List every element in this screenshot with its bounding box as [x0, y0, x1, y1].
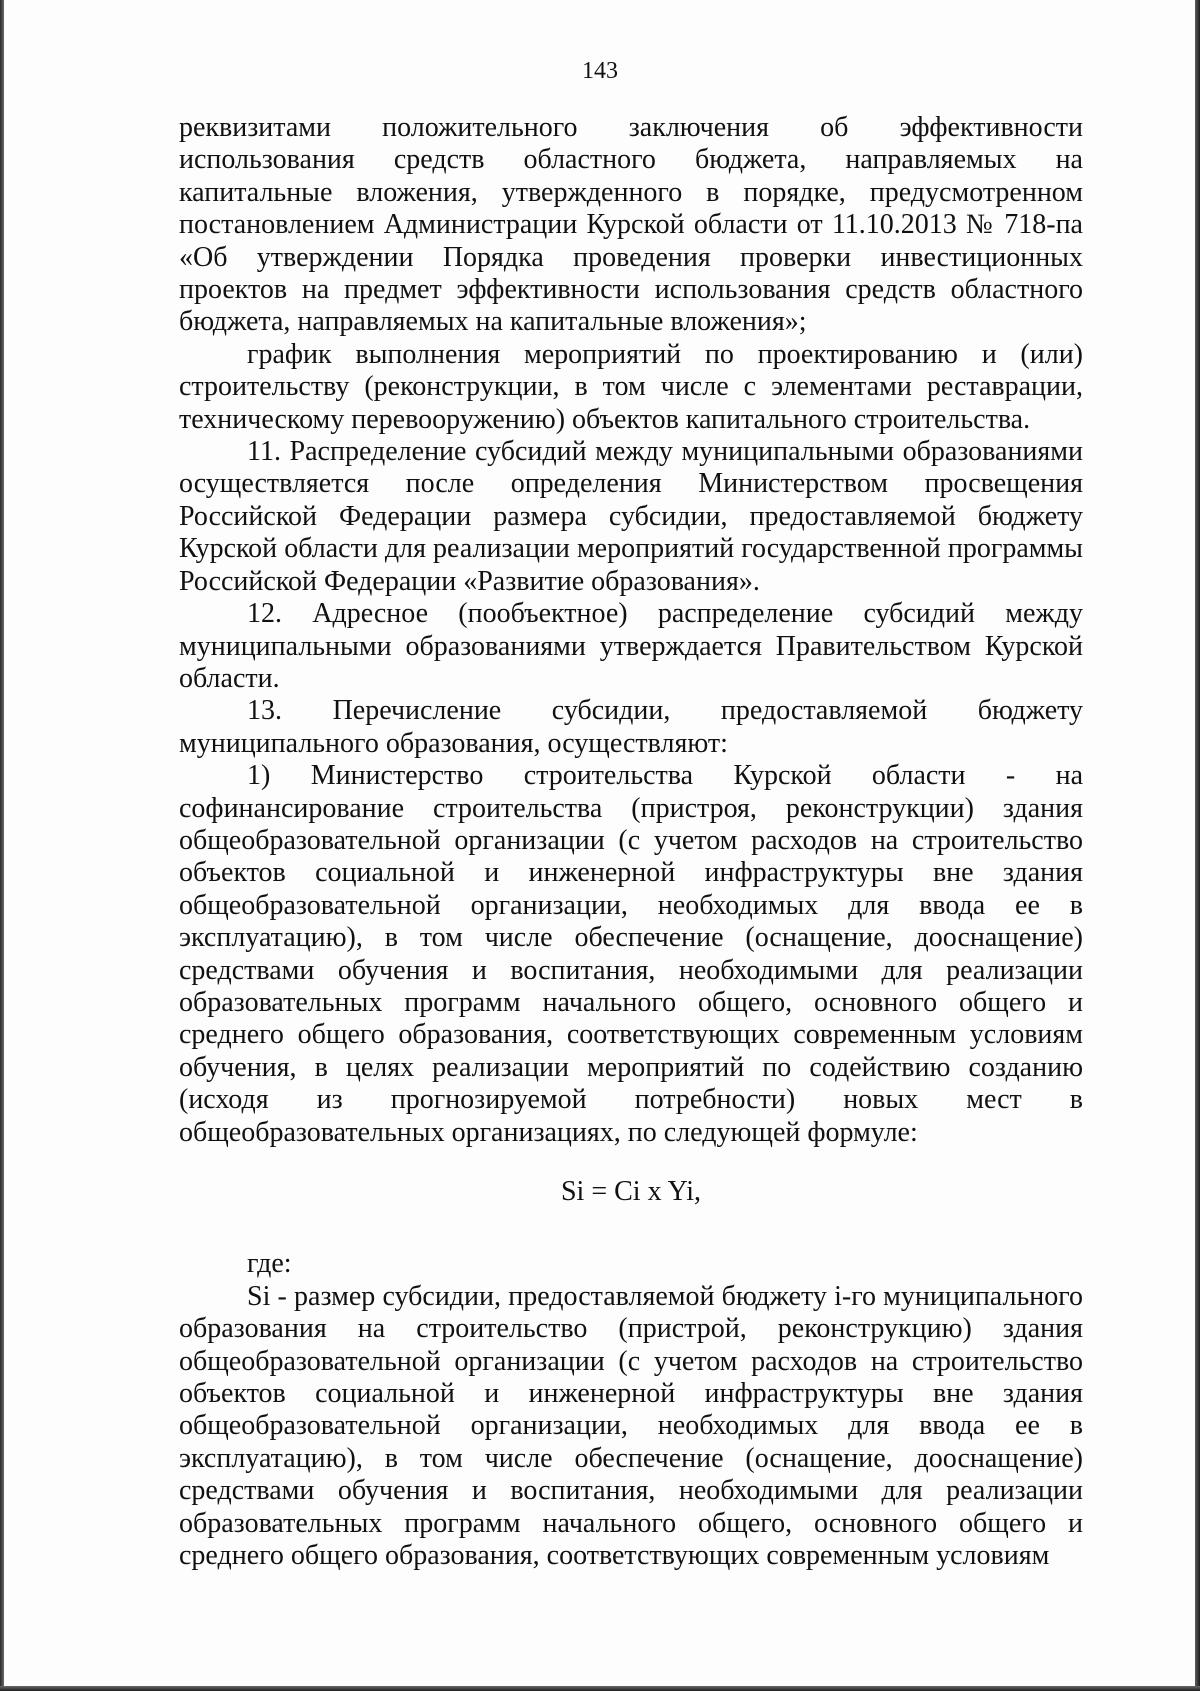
document-body	[179, 112, 1083, 1572]
scan-edge-right	[1195, 0, 1200, 1691]
formula: Si = Ci x Yi,	[560, 1176, 701, 1207]
paragraph-subitem-1: 1) Министерство строительства Курской области - на софинансирование строительства (пристроя, реконструкции) здания общеобразовательной организации (с учетом расходов на строительство объектов социальной и инженерной инфраструктуры вне здания общеобразовательной организации, необходимых для ввода ее в эксплуатацию), в том числе обеспечение (оснащение, дооснащение) средствами обучения и воспитания, необходимыми для реализации образовательных программ начального общего, основного общего и среднего общего образования, соответствующих современным условиям обучения, в целях реализации мероприятий по содействию созданию (исходя из прогнозируемой потребности) новых мест в общеобразовательных организациях, по следующей формуле:	[179, 760, 1083, 1148]
definition-si: Si - размер субсидии, предоставляемой бюджету i-го муниципального образования на строительство (пристрой, реконструкцию) здания общеобразовательной организации (с учетом расходов на строительство объектов социальной и инженерной инфраструктуры вне здания общеобразовательной организации, необходимых для ввода ее в эксплуатацию), в том числе обеспечение (оснащение, дооснащение) средствами обучения и воспитания, необходимыми для реализации образовательных программ начального общего, основного общего и среднего общего образования, соответствующих современным условиям	[179, 1280, 1083, 1572]
scan-edge-left	[0, 0, 4, 1691]
paragraph-requisites: реквизитами положительного заключения об эффективности использования средств областного бюджета, направляемых на капитальные вложения, утвержденного в порядке, предусмотренном постановлением Администрации Курской области от 11.10.2013 № 718-па «Об утверждении Порядка проведения проверки инвестиционных проектов на предмет эффективности использования средств областного бюджета, направляемых на капитальные вложения»;	[179, 112, 1083, 338]
scan-edge-bottom	[0, 1686, 1200, 1691]
paragraph-schedule: график выполнения мероприятий по проектированию и (или) строительству (реконструкции, в том числе с элементами реставрации, техническому перевооружению) объектов капитального строительства.	[179, 338, 1083, 435]
page-number: 143	[582, 58, 618, 84]
paragraph-item-13: 13. Перечисление субсидии, предоставляемой бюджету муниципального образования, осуществляют:	[179, 695, 1083, 759]
paragraph-item-12: 12. Адресное (пообъектное) распределение субсидий между муниципальными образованиями утверждается Правительством Курской области.	[179, 598, 1083, 694]
where-label: где:	[247, 1248, 292, 1280]
paragraph-item-11: 11. Распределение субсидий между муниципальными образованиями осуществляется после определения Министерством просвещения Российской Федерации размера субсидии, предоставляемой бюджету Курской области для реализации мероприятий государственной программы Российской Федерации «Развитие образования».	[179, 436, 1083, 597]
